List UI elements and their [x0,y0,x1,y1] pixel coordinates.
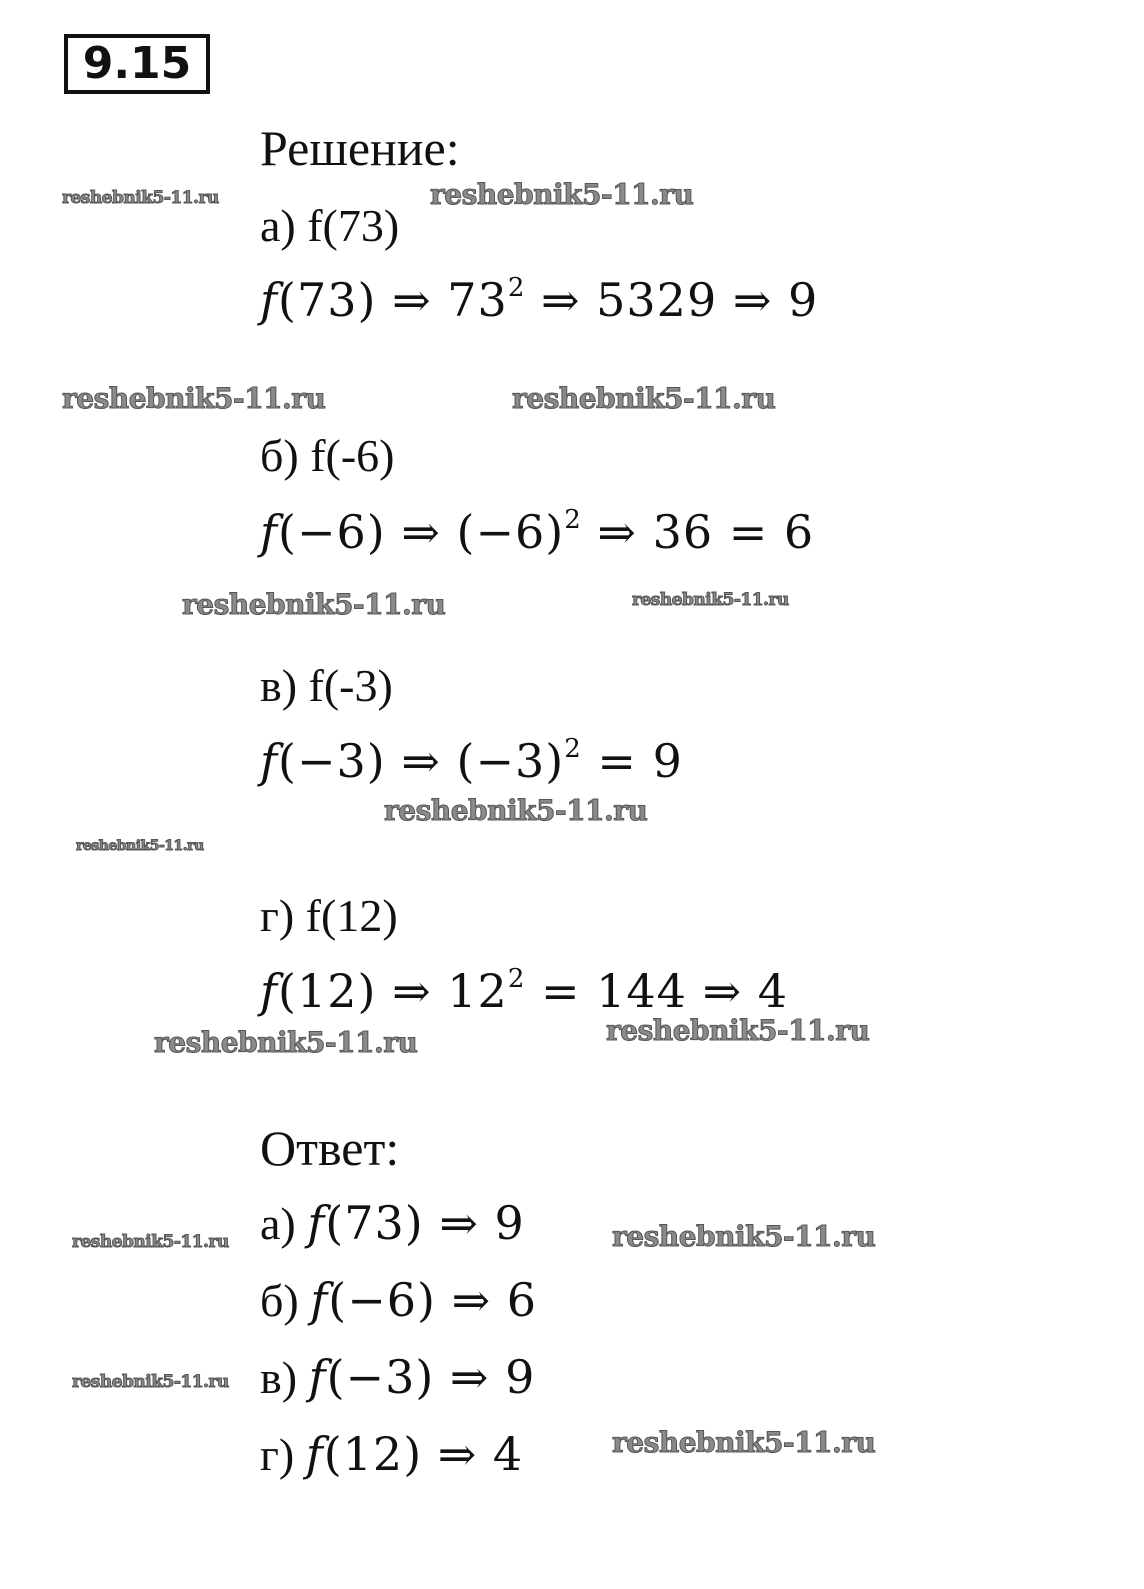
watermark: reshebnik5-11.ru [612,1220,876,1253]
answer-a [260,1195,525,1252]
watermark: reshebnik5-11.ru [612,1426,876,1459]
answer-expression: (−3) ⇒ 9 [326,1350,536,1404]
base: (−6) [456,505,565,559]
result: = 144 ⇒ 4 [525,964,788,1018]
part-v-label: в) f(-3) [260,660,393,711]
answer-expression: (12) ⇒ 4 [323,1427,524,1481]
answer-g [260,1426,523,1483]
exponent: 2 [507,273,526,303]
answer-v [260,1349,535,1406]
part-a-label: а) f(73) [260,200,400,251]
function-symbol: f [260,964,279,1018]
solution-heading: Решение: [260,120,460,176]
function-symbol: f [305,1427,324,1481]
answer-prefix: г) [260,1429,295,1480]
operator: ⇒ [376,273,448,327]
function-symbol: f [308,1350,327,1404]
part-g-label: г) f(12) [260,890,398,941]
argument: (12) [278,964,377,1018]
answer-expression: (−6) ⇒ 6 [328,1273,538,1327]
function-symbol: f [260,505,279,559]
part-v-math [260,733,683,789]
answer-heading: Ответ: [260,1120,400,1176]
function-symbol: f [310,1273,329,1327]
watermark: reshebnik5-11.ru [632,590,789,610]
exponent: 2 [564,505,582,535]
result: ⇒ 5329 ⇒ 9 [525,273,819,327]
answer-prefix: а) [260,1198,296,1249]
answer-prefix: в) [260,1352,298,1403]
watermark: reshebnik5-11.ru [76,838,204,854]
argument: (−6) [278,505,386,559]
watermark: reshebnik5-11.ru [606,1014,870,1047]
argument: (−3) [278,734,386,788]
problem-number: 9.15 [64,34,210,94]
answer-prefix: б) [260,1275,299,1326]
exponent: 2 [564,734,582,764]
watermark: reshebnik5-11.ru [62,188,219,208]
part-b-label: б) f(-6) [260,430,395,481]
operator: ⇒ [376,964,448,1018]
watermark: reshebnik5-11.ru [512,382,776,415]
argument: (73) [278,273,377,327]
answer-expression: (73) ⇒ 9 [325,1196,525,1250]
watermark: reshebnik5-11.ru [62,382,326,415]
watermark: reshebnik5-11.ru [182,588,446,621]
watermark: reshebnik5-11.ru [72,1372,229,1392]
answer-b [260,1272,537,1329]
watermark: reshebnik5-11.ru [384,794,648,827]
exponent: 2 [507,964,526,994]
result: ⇒ 36 = 6 [581,505,815,559]
function-symbol: f [307,1196,326,1250]
part-g-math [260,963,788,1019]
function-symbol: f [260,734,279,788]
base: 12 [447,964,508,1018]
result: = 9 [581,734,683,788]
watermark: reshebnik5-11.ru [72,1232,229,1252]
operator: ⇒ [385,734,457,788]
base: 73 [447,273,508,327]
watermark: reshebnik5-11.ru [154,1026,418,1059]
operator: ⇒ [385,505,457,559]
watermark: reshebnik5-11.ru [430,178,694,211]
base: (−3) [456,734,565,788]
function-symbol: f [260,273,279,327]
part-a-math [260,272,818,328]
part-b-math [260,504,814,560]
